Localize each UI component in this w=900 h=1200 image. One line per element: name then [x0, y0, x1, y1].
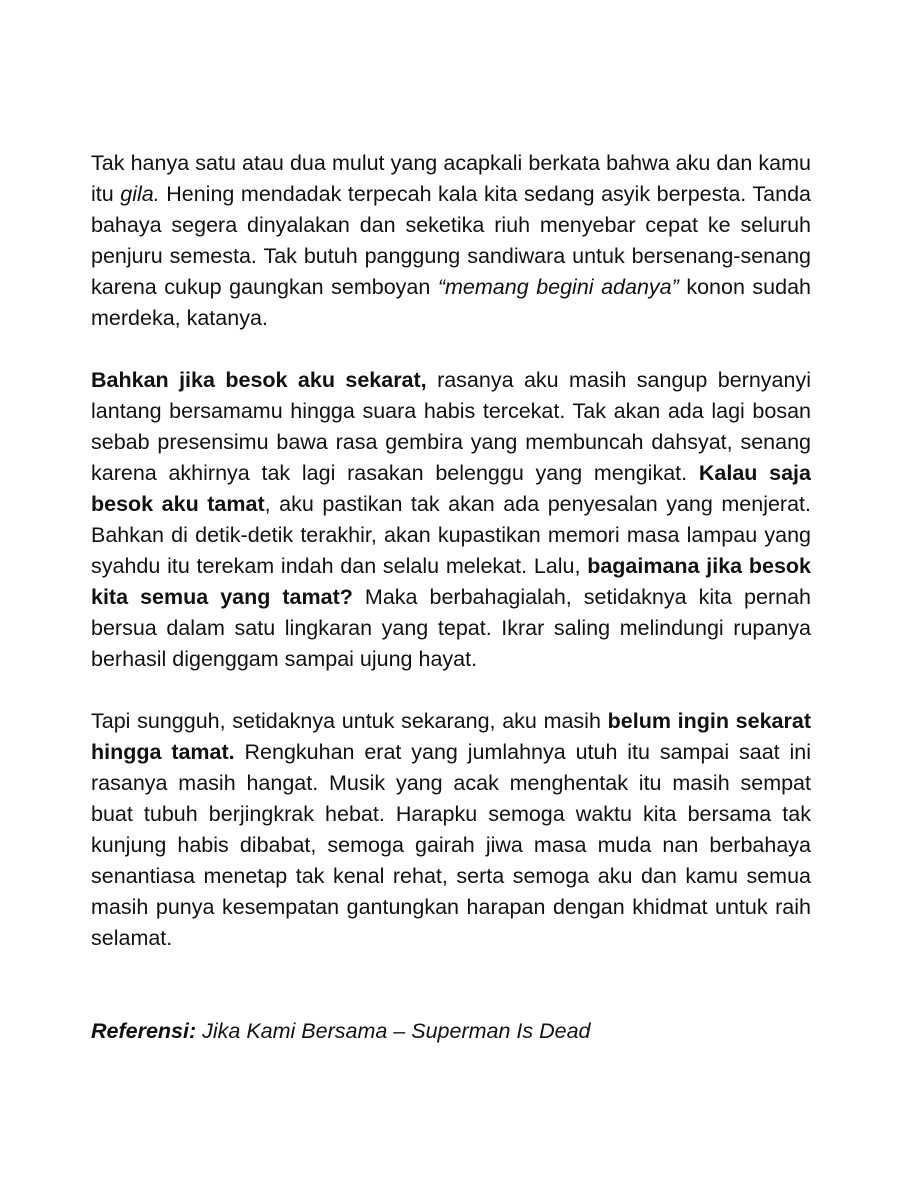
- reference-line: [91, 1016, 811, 1047]
- paragraph-2: [91, 365, 811, 675]
- paragraph-1: [91, 148, 811, 334]
- reference-label: Referensi:: [91, 1019, 197, 1043]
- reference-text: Jika Kami Bersama – Superman Is Dead: [196, 1019, 591, 1043]
- paragraph-1-text: Hening mendadak terpecah kala kita sedang asyik berpesta. Tanda bahaya segera dinyalakan dan seketika riuh menyebar cepat ke seluruh penjuru semesta. Tak butuh panggung sandiwara untuk bersenang-senang karena cukup gaungkan semboyan: [91, 182, 811, 299]
- paragraph-2-text: rasanya aku masih sangup bernyanyi lantang bersamamu hingga suara habis tercekat. Tak akan ada lagi bosan sebab presensimu bawa rasa gembira yang membuncah dahsyat, senang karena akhirnya tak lagi rasakan belenggu yang mengikat.: [91, 368, 811, 485]
- paragraph-3-text: Rengkuhan erat yang jumlahnya utuh itu sampai saat ini rasanya masih hangat. Musik yang acak menghentak itu masih sempat buat tubuh berjingkrak hebat. Harapku semoga waktu kita bersama tak kunjung habis dibabat, semoga gairah jiwa masa muda nan berbahaya senantiasa menetap tak kenal rehat, serta semoga aku dan kamu semua masih punya kesempatan gantungkan harapan dengan khidmat untuk raih selamat.: [91, 740, 812, 950]
- paragraph-2-bold-phrase: Kalau saja besok aku tamat: [91, 461, 811, 516]
- paragraph-3-bold-phrase: belum ingin sekarat hingga tamat.: [91, 709, 811, 764]
- paragraph-1-italic-word: gila.: [120, 182, 160, 206]
- paragraph-2-text: Maka berbahagialah, setidaknya kita pernah bersua dalam satu lingkaran yang tepat. Ikrar saling melindungi rupanya berhasil digenggam sampai ujung hayat.: [91, 585, 811, 671]
- paragraph-2-bold-phrase: Bahkan jika besok aku sekarat,: [91, 368, 427, 392]
- paragraph-1-text: konon sudah merdeka, katanya.: [91, 275, 811, 330]
- document-page: [91, 148, 811, 1078]
- paragraph-1-italic-motto: “memang begini adanya”: [437, 275, 679, 299]
- paragraph-3: [91, 706, 811, 954]
- paragraph-3-text: Tapi sungguh, setidaknya untuk sekarang, aku masih: [91, 709, 608, 733]
- paragraph-1-text: Tak hanya satu atau dua mulut yang acapkali berkata bahwa aku dan kamu itu: [91, 151, 811, 206]
- paragraph-2-text: , aku pastikan tak akan ada penyesalan yang menjerat. Bahkan di detik-detik terakhir, akan kupastikan memori masa lampau yang syahdu itu terekam indah dan selalu melekat. Lalu,: [91, 492, 811, 578]
- paragraph-2-bold-phrase: bagaimana jika besok kita semua yang tamat?: [91, 554, 811, 609]
